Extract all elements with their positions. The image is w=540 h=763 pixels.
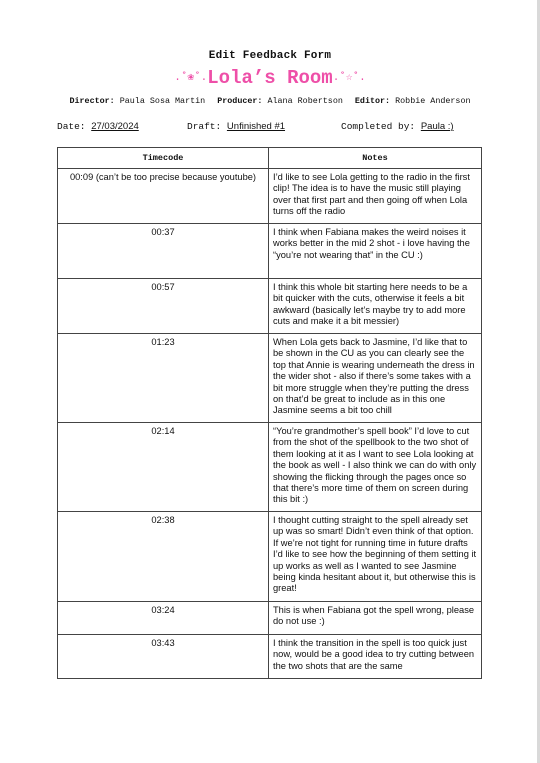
- timecode-cell[interactable]: 00:09 (can’t be too precise because youtube): [58, 169, 269, 224]
- timecode-cell[interactable]: 00:37: [58, 224, 269, 279]
- director-label: Director:: [69, 96, 115, 106]
- date-label: Date:: [57, 121, 92, 132]
- editor-name: Robbie Anderson: [395, 96, 471, 106]
- timecode-cell[interactable]: 02:14: [58, 423, 269, 512]
- credits-line: [0, 96, 540, 106]
- table-row: [58, 423, 482, 512]
- producer-label: Producer:: [217, 96, 263, 106]
- editor-label: Editor:: [354, 96, 391, 106]
- timecode-cell[interactable]: 02:38: [58, 512, 269, 602]
- table-row: [58, 635, 482, 679]
- feedback-table: [57, 147, 482, 679]
- draft-label: Draft:: [187, 121, 227, 132]
- timecode-column-header: Timecode: [58, 148, 269, 169]
- note-cell[interactable]: I thought cutting straight to the spell already set up was so smart! Didn’t even think of that option. If we’re not tight for running time in future drafts I’d like to see how the beginning of them setting it up works as well as I wanted to see Jasmine being kinda hesitant about it, but otherwise this is great!: [269, 512, 482, 602]
- completed-by-value[interactable]: Paula :): [420, 121, 454, 132]
- project-title: [0, 66, 540, 90]
- table-row: [58, 279, 482, 334]
- draft-field: [187, 121, 285, 132]
- note-cell[interactable]: This is when Fabiana got the spell wrong, please do not use :): [269, 602, 482, 635]
- note-cell[interactable]: I think the transition in the spell is too quick just now, would be a good idea to try cutting between the two shots that are the same: [269, 635, 482, 679]
- date-field: [57, 121, 139, 132]
- timecode-cell[interactable]: 03:24: [58, 602, 269, 635]
- note-cell[interactable]: “You’re grandmother’s spell book” I’d love to cut from the shot of the spellbook to the two shot of them looking at it as I want to see Lola looking at the book as well - I also think we can do with only showing the flicking through the pages once so that there’s more time of them on screen during this bit :): [269, 423, 482, 512]
- table-row: [58, 512, 482, 602]
- table-row: [58, 602, 482, 635]
- completed-by-field: [341, 121, 454, 132]
- form-title: Edit Feedback Form: [208, 50, 332, 62]
- timecode-cell[interactable]: 03:43: [58, 635, 269, 679]
- date-value[interactable]: 27/03/2024: [91, 121, 139, 132]
- note-cell[interactable]: I think this whole bit starting here needs to be a bit quicker with the cuts, otherwise it feels a bit awkward (basically let’s maybe try to add more cuts and make it a bit messier): [269, 279, 482, 334]
- sparkle-left-icon: .˚❀˚.: [174, 72, 208, 84]
- note-cell[interactable]: I’d like to see Lola getting to the radio in the first clip! The idea is to have the music still playing over that first part and then going off when Lola turns off the radio: [269, 169, 482, 224]
- table-header-row: [58, 148, 482, 169]
- completed-by-label: Completed by:: [341, 121, 421, 132]
- draft-value[interactable]: Unfinished #1: [226, 121, 286, 132]
- producer-name: Alana Robertson: [267, 96, 343, 106]
- table-row: [58, 169, 482, 224]
- note-cell[interactable]: I think when Fabiana makes the weird noises it works better in the mid 2 shot - i love having the “you’re not wearing that” in the CU :): [269, 224, 482, 279]
- sparkle-right-icon: .˚☆˚.: [332, 72, 366, 84]
- note-cell[interactable]: When Lola gets back to Jasmine, I’d like that to be shown in the CU as you can clearly see the top that Annie is wearing underneath the dress in the wider shot - also if there’s some takes with a bit more struggle when they’re putting the dress on that’d be great to include as in this one Jasmine seems a bit too chill: [269, 334, 482, 423]
- project-title-text: Lola’s Room: [207, 67, 333, 90]
- timecode-cell[interactable]: 00:57: [58, 279, 269, 334]
- timecode-cell[interactable]: 01:23: [58, 334, 269, 423]
- table-row: [58, 334, 482, 423]
- director-name: Paula Sosa Martin: [119, 96, 206, 106]
- table-row: [58, 224, 482, 279]
- notes-column-header: Notes: [269, 148, 482, 169]
